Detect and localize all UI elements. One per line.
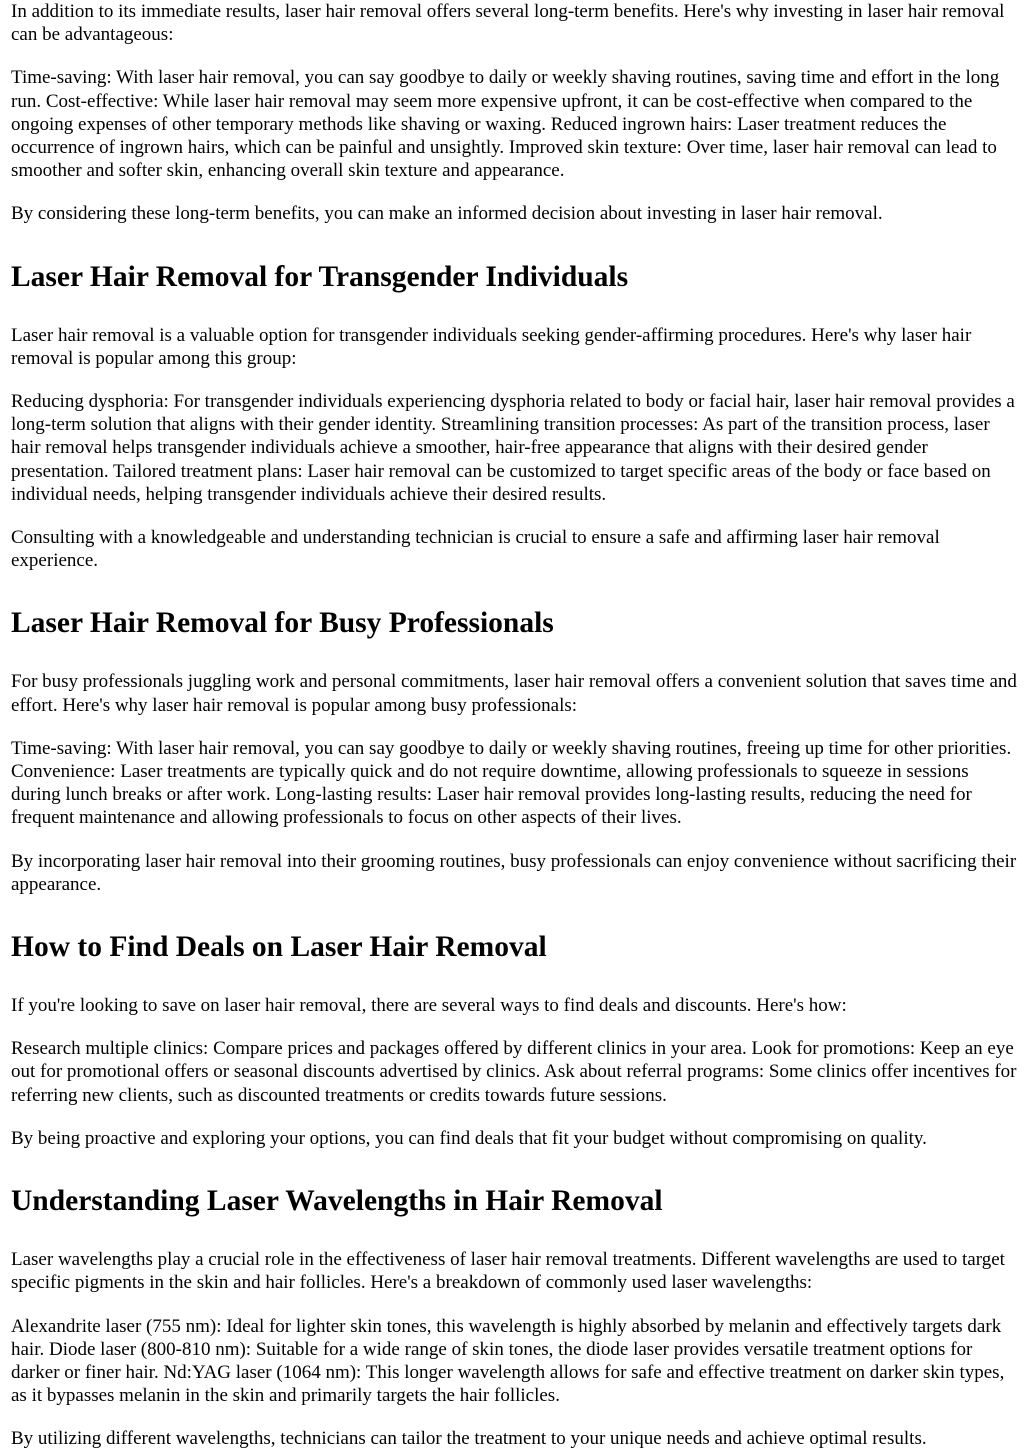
wavelengths-intro-paragraph: Laser wavelengths play a crucial role in the effectiveness of laser hair removal treatments. Different wavelengths are used to target specific pigments in the skin and hair follicles. Here's a breakdown of commonly used laser wavelengths: (11, 1249, 1005, 1294)
deals-conclusion-paragraph: By being proactive and exploring your options, you can find deals that fit your budget without compromising on quality. (11, 1127, 927, 1149)
section-heading-wavelengths: Understanding Laser Wavelengths in Hair Removal (11, 1185, 663, 1218)
deals-intro-paragraph: If you're looking to save on laser hair removal, there are several ways to find deals and discounts. Here's how: (11, 995, 847, 1017)
wavelengths-types-paragraph: Alexandrite laser (755 nm): Ideal for lighter skin tones, this wavelength is highly absorbed by melanin and effectively targets dark hair. Diode laser (800-810 nm): Suitable for a wide range of skin tones, the diode laser provides versatile treatment options for darker or finer hair. Nd:YAG laser (1064 nm): This longer wavelength allows for safe and effective treatment on darker skin types, as it bypasses melanin in the skin and primarily targets the hair follicles. (11, 1315, 1005, 1407)
professionals-conclusion-paragraph: By incorporating laser hair removal into their grooming routines, busy professionals can enjoy convenience without sacrificing their appearance. (11, 850, 1017, 895)
transgender-conclusion-paragraph: Consulting with a knowledgeable and understanding technician is crucial to ensure a safe and affirming laser hair removal experience. (11, 527, 940, 572)
transgender-reasons-paragraph: Reducing dysphoria: For transgender individuals experiencing dysphoria related to body or facial hair, laser hair removal provides a long-term solution that aligns with their gender identity. Streamlining transition processes: As part of the transition process, laser hair removal helps transgender individuals achieve a smoother, hair-free appearance that aligns with their desired gender presentation. Tailored treatment plans: Laser hair removal can be customized to target specific areas of the body or face based on individual needs, helping transgender individuals achieve their desired results. (11, 391, 1015, 505)
section-heading-transgender: Laser Hair Removal for Transgender Individuals (11, 260, 629, 293)
section-heading-professionals: Laser Hair Removal for Busy Professionals (11, 607, 554, 640)
transgender-intro-paragraph: Laser hair removal is a valuable option for transgender individuals seeking gender-affirming procedures. Here's why laser hair removal is popular among this group: (11, 324, 972, 369)
benefits-paragraph: Time-saving: With laser hair removal, you can say goodbye to daily or weekly shaving routines, saving time and effort in the long run. Cost-effective: While laser hair removal may seem more expensive upfront, it can be cost-effective when compared to the ongoing expenses of other temporary methods like shaving or waxing. Reduced ingrown hairs: Laser treatment reduces the occurrence of ingrown hairs, which can be painful and unsightly. Improved skin texture: Over time, laser hair removal can lead to smoother and softer skin, enhancing overall skin texture and appearance. (11, 67, 1000, 182)
wavelengths-conclusion-paragraph: By utilizing different wavelengths, technicians can tailor the treatment to your unique needs and achieve optimal results. (11, 1428, 927, 1448)
deals-tips-paragraph: Research multiple clinics: Compare prices and packages offered by different clinics in your area. Look for promotions: Keep an eye out for promotional offers or seasonal discounts advertised by clinics. Ask about referral programs: Some clinics offer incentives for referring new clients, such as discounted treatments or credits towards future sessions. (11, 1038, 1017, 1106)
benefits-conclusion-paragraph: By considering these long-term benefits, you can make an informed decision about investing in laser hair removal. (11, 203, 883, 225)
article-body (11, 0, 1017, 1448)
professionals-intro-paragraph: For busy professionals juggling work and personal commitments, laser hair removal offers a convenient solution that saves time and effort. Here's why laser hair removal is popular among busy professionals: (11, 671, 1017, 716)
section-heading-deals: How to Find Deals on Laser Hair Removal (11, 931, 547, 964)
intro-paragraph: In addition to its immediate results, laser hair removal offers several long-term benefits. Here's why investing in laser hair removal can be advantageous: (11, 1, 1005, 46)
professionals-reasons-paragraph: Time-saving: With laser hair removal, you can say goodbye to daily or weekly shaving routines, freeing up time for other priorities. Convenience: Laser treatments are typically quick and do not require downtime, allowing professionals to squeeze in sessions during lunch breaks or after work. Long-lasting results: Laser hair removal provides long-lasting results, reducing the need for frequent maintenance and allowing professionals to focus on other aspects of their lives. (11, 737, 1012, 829)
